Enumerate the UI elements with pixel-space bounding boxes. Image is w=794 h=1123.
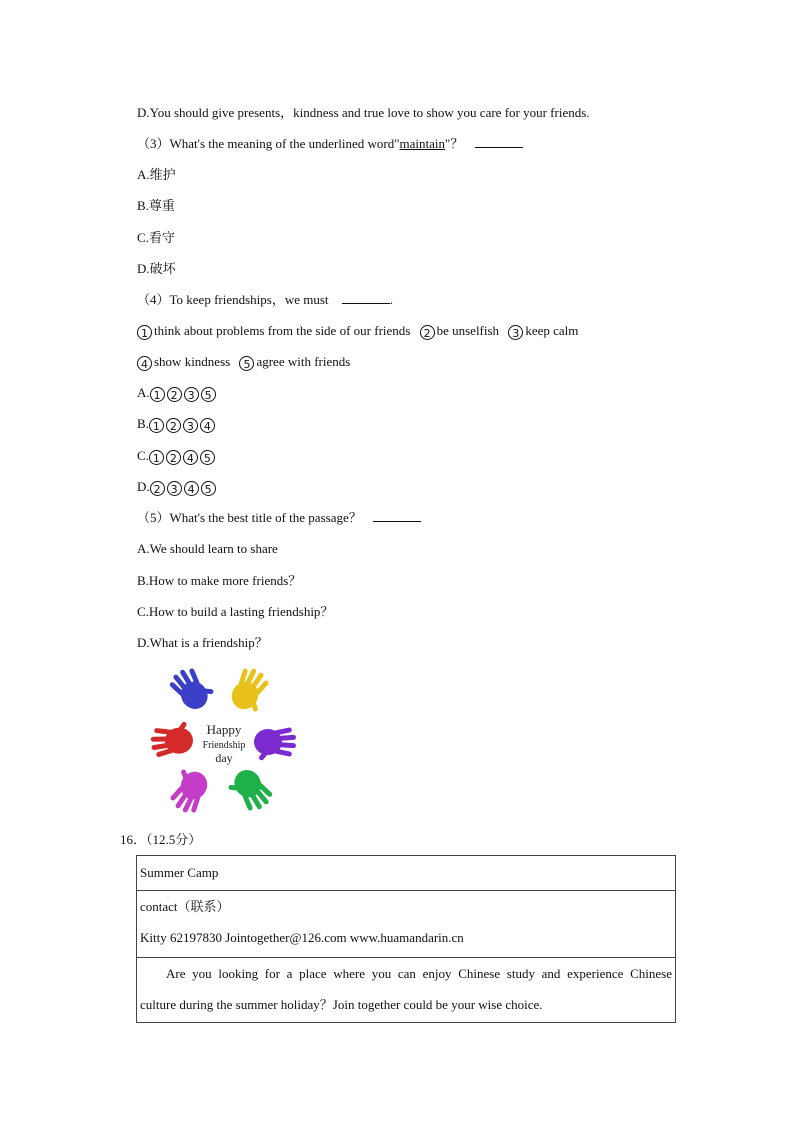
q5-option-b: B.How to make more friends？ [137,573,302,588]
image-text-happy: Happy [206,722,242,737]
q4-item-text: show kindness [154,354,231,369]
q3-option-a: A.维护 [137,167,176,182]
q3-option-b: B.尊重 [137,198,175,213]
q4-stem-text: （4）To keep friendships，we must [137,292,329,307]
camp-title: Summer Camp [140,865,219,880]
summer-camp-table [136,855,676,1023]
q5-option-c: C.How to build a lasting friendship？ [137,604,334,619]
circled-number: 1 [149,450,164,465]
q4-items-line2 [137,353,350,371]
contact-label: contact（联系） [140,899,230,914]
circled-number: 4 [200,418,215,433]
circled-number: 5 [239,356,254,371]
q4-item-text: keep calm [525,323,579,338]
q4-item-text: agree with friends [256,354,351,369]
question-number: 16．（12.5分） [120,832,202,847]
q4-option-b [137,415,217,433]
q4-option-c [137,447,217,465]
option-letter: B. [137,416,149,431]
circled-number: 3 [183,418,198,433]
q5-stem [137,509,421,527]
image-text-day: day [215,751,233,765]
q5-stem-text: （5）What's the best title of the passage？ [137,510,362,525]
q3-stem [137,135,523,153]
camp-body-line2: culture during the summer holiday？Join together could be your wise choice. [140,997,543,1012]
option-letter: C. [137,448,149,463]
q3-option-d: D.破坏 [137,261,176,276]
circled-number: 5 [201,481,216,496]
handprint [149,720,194,758]
answer-blank[interactable] [475,135,523,148]
underlined-word: maintain [399,136,446,151]
camp-contact-cell [137,891,676,958]
circled-number: 3 [184,387,199,402]
q4-items-line1 [137,322,578,340]
camp-body-line1: Are you looking for a place where you can enjoy Chinese study and experience Chinese [166,966,672,981]
circled-number: 3 [167,481,182,496]
circled-number: 4 [184,481,199,496]
circled-number: 2 [150,481,165,496]
option-letter: A. [137,385,150,400]
circled-number: 1 [137,325,152,340]
q4-item-text: be unselfish [436,323,500,338]
circled-number: 5 [201,387,216,402]
handprint [224,764,276,818]
q5-option-d: D.What is a friendship？ [137,635,268,650]
circled-number: 2 [420,325,435,340]
q3-stem-suffix: "？ [445,136,464,151]
q4-option-d [137,478,218,496]
circled-number: 1 [149,418,164,433]
answer-blank[interactable] [373,509,421,522]
circled-number: 3 [508,325,523,340]
circled-number: 1 [150,387,165,402]
circled-number: 2 [167,387,182,402]
image-text-friendship: Friendship [202,740,246,751]
camp-title-cell [137,856,676,891]
camp-body-cell [137,958,676,1023]
q4-item-text: think about problems from the side of our friends [154,323,411,338]
contact-info: Kitty 62197830 Jointogether@126.com www.huamandarin.cn [140,930,464,945]
q4-stem [137,291,393,309]
q4-option-a [137,384,218,402]
q4-stem-end: . [389,292,394,307]
q5-option-a: A.We should learn to share [137,541,278,556]
circled-number: 4 [137,356,152,371]
q3-stem-prefix: （3）What's the meaning of the underlined word" [137,136,400,151]
answer-blank[interactable] [342,291,390,304]
option-letter: D. [137,479,150,494]
handprint [163,764,214,818]
circled-number: 2 [166,418,181,433]
q2-option-d: D.You should give presents，kindness and true love to show you care for your friends. [137,105,590,120]
circled-number: 4 [183,450,198,465]
circled-number: 5 [200,450,215,465]
circled-number: 2 [166,450,181,465]
handprint [225,664,276,718]
friendship-day-image [137,657,313,822]
handprint [254,727,296,761]
handprint [166,661,218,715]
q3-option-c: C.看守 [137,230,175,245]
